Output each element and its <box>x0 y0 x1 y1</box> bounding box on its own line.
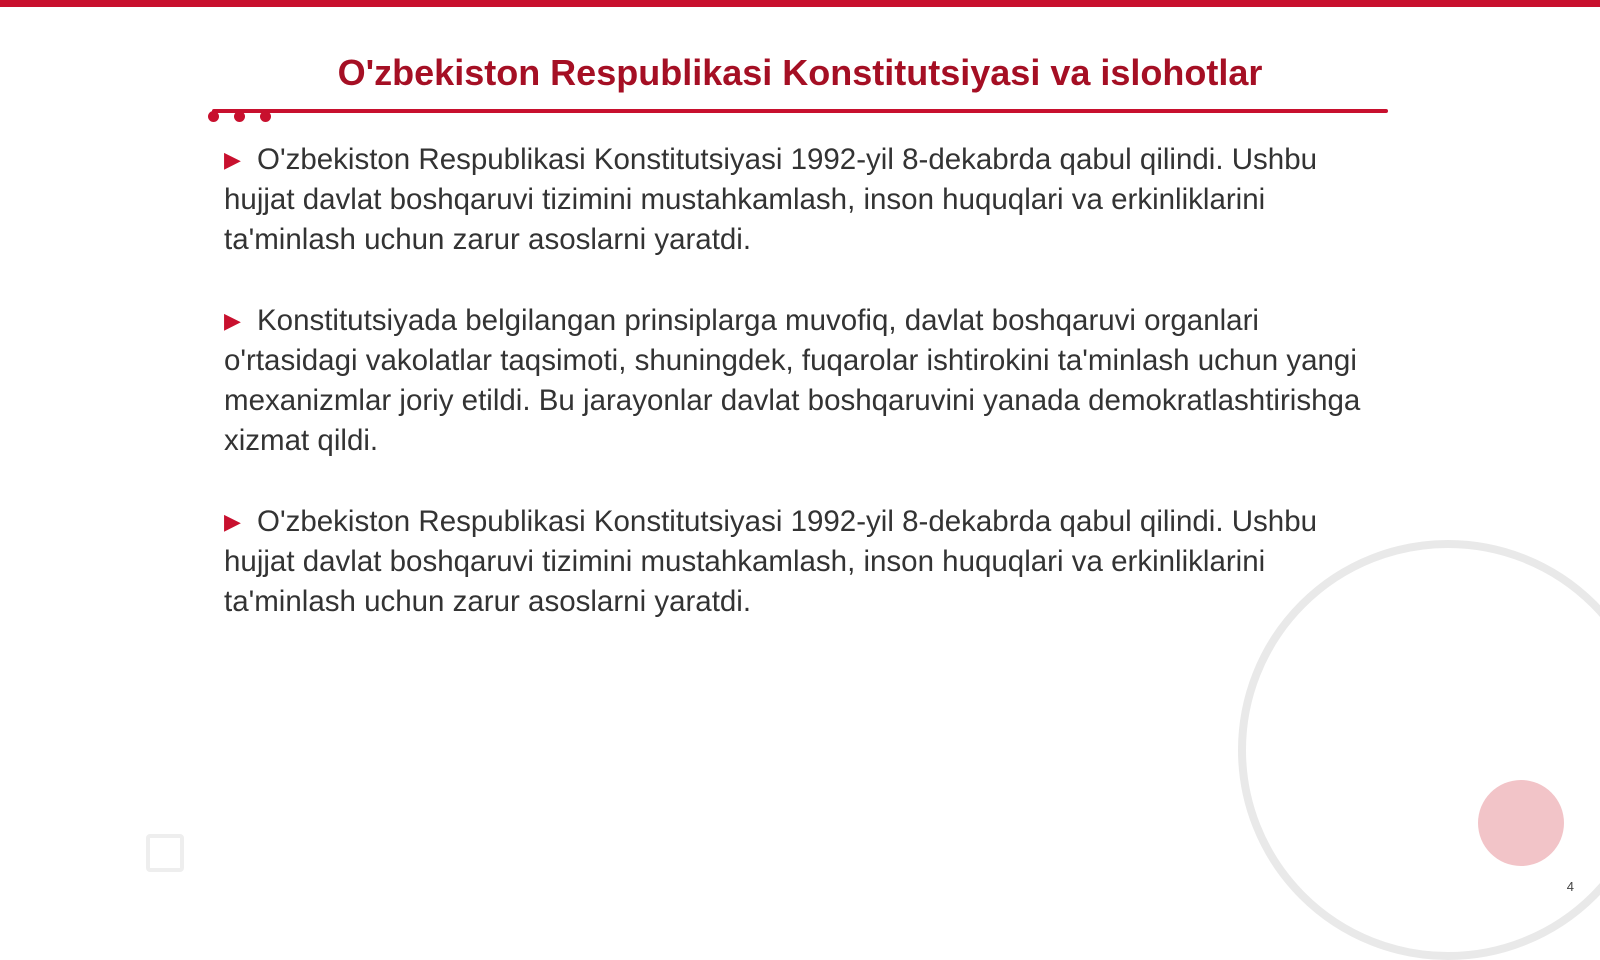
bullet-arrow-icon: ▶ <box>224 147 241 172</box>
bullet-item <box>224 140 1364 260</box>
bullet-text: O'zbekiston Respublikasi Konstitutsiyasi 1992-yil 8-dekabrda qabul qilindi. Ushbu hujjat davlat boshqaruvi tizimini mustahkamlash, inson huquqlari va erkinliklarini ta'minlash uchun zarur asoslarni yaratdi. <box>224 505 1318 618</box>
top-accent-bar <box>0 0 1600 7</box>
rule-dot <box>208 111 219 122</box>
title-underline <box>212 109 1388 113</box>
bullet-item <box>224 301 1364 461</box>
bullet-text: O'zbekiston Respublikasi Konstitutsiyasi 1992-yil 8-dekabrda qabul qilindi. Ushbu hujjat davlat boshqaruvi tizimini mustahkamlash, inson huquqlari va erkinliklarini ta'minlash uchun zarur asoslarni yaratdi. <box>224 143 1318 256</box>
rule-dot <box>234 111 245 122</box>
decorative-square <box>146 834 184 872</box>
bullet-list <box>224 140 1364 663</box>
bullet-item <box>224 502 1364 622</box>
bullet-arrow-icon: ▶ <box>224 308 241 333</box>
decorative-dot <box>1478 780 1564 866</box>
page-number: 4 <box>1566 879 1574 894</box>
bullet-arrow-icon: ▶ <box>224 509 241 534</box>
slide-title: O'zbekiston Respublikasi Konstitutsiyasi va islohotlar <box>337 52 1263 93</box>
bullet-text: Konstitutsiyada belgilangan prinsiplarga muvofiq, davlat boshqaruvi organlari o'rtasidagi vakolatlar taqsimoti, shuningdek, fuqarolar ishtirokini ta'minlash uchun yangi mexanizmlar joriy etildi. Bu jarayonlar davlat boshqaruvini yanada demokratlashtirishga xizmat qildi. <box>224 304 1361 457</box>
rule-dot <box>260 111 271 122</box>
